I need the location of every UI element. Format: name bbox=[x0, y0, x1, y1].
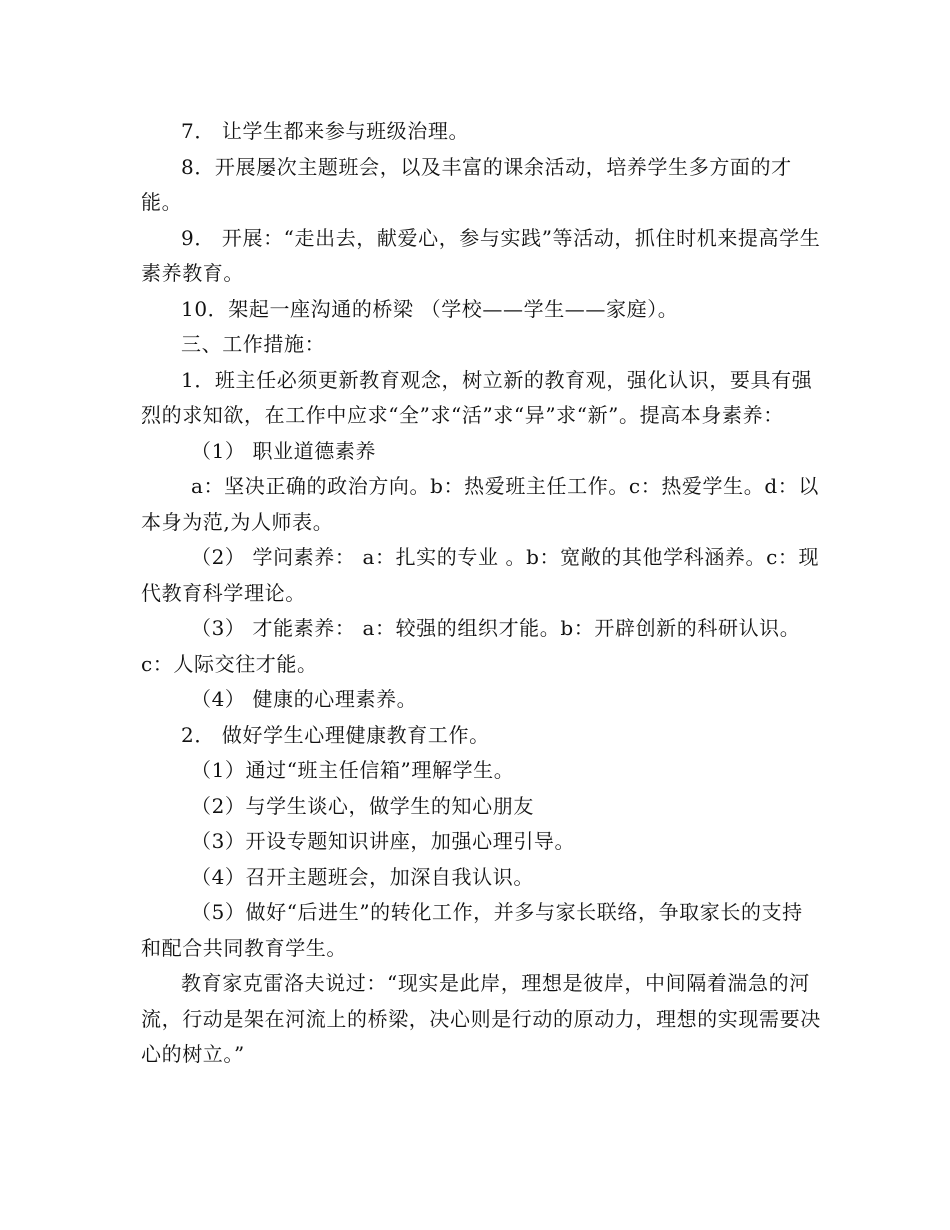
subitem-class-meeting: （4）召开主题班会，加深自我认识。 bbox=[191, 864, 534, 889]
closing-quote: 教育家克雷洛夫说过：“现实是此岸，理想是彼岸，中间隔着湍急的河流，行动是架在河流上的桥梁，决心则是行动的原动力，理想的实现需要决心的树立。” bbox=[141, 971, 821, 1066]
subitem-knowledge: （2） 学问素养： a：扎实的专业 。b：宽敞的其他学科涵养。c：现代教育科学理论。 bbox=[141, 545, 820, 605]
paragraph-measure-2: 2． 做好学生心理健康教育工作。 bbox=[181, 722, 490, 747]
subitem-underachievers: （5）做好“后进生”的转化工作，并多与家长联络，争取家长的支持和配合共同教育学生。 bbox=[141, 900, 803, 960]
paragraph-item-10: 10．架起一座沟通的桥梁 （学校——学生——家庭）。 bbox=[181, 296, 679, 321]
subitem-mailbox: （1）通过“班主任信箱”理解学生。 bbox=[191, 758, 515, 782]
subitem-lectures: （3）开设专题知识讲座，加强心理引导。 bbox=[191, 829, 576, 853]
subitem-mental-health: （4） 健康的心理素养。 bbox=[191, 687, 418, 711]
paragraph-item-8: 8．开展屡次主题班会，以及丰富的课余活动，培养学生多方面的才能。 bbox=[141, 154, 792, 214]
subitem-heart-to-heart: （2）与学生谈心，做学生的知心朋友 bbox=[191, 793, 534, 818]
subitem-ethics-details: a：坚决正确的政治方向。b：热爱班主任工作。c：热爱学生。d：以本身为范,为人师表。 bbox=[141, 474, 819, 534]
paragraph-item-9: 9． 开展：“走出去，献爱心，参与实践”等活动，抓住时机来提高学生素养教育。 bbox=[141, 225, 821, 285]
subitem-ability: （3） 才能素养： a：较强的组织才能。b：开辟创新的科研认识。c：人际交往才能。 bbox=[141, 616, 801, 676]
paragraph-item-7: 7． 让学生都来参与班级治理。 bbox=[181, 119, 470, 143]
subitem-professional-ethics: （1） 职业道德素养 bbox=[191, 438, 377, 463]
section-heading-measures: 三、工作措施： bbox=[181, 332, 326, 356]
document-body bbox=[141, 114, 821, 1073]
paragraph-measure-1: 1．班主任必须更新教育观念，树立新的教育观，强化认识，要具有强烈的求知欲，在工作中应求“全”求“活”求“异”求“新”。提高本身素养： bbox=[141, 367, 813, 427]
